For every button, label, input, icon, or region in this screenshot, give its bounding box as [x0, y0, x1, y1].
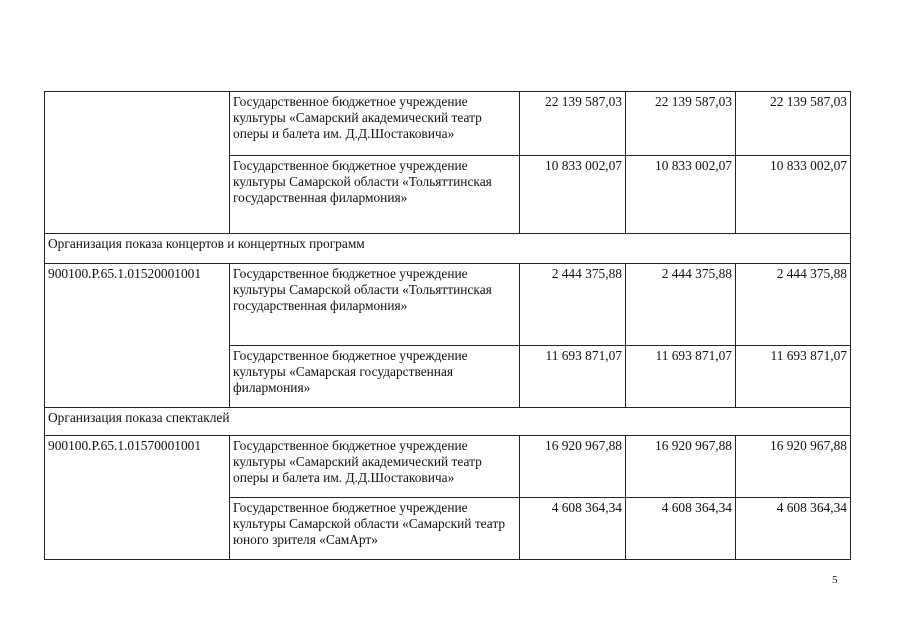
- amount-year-1: 2 444 375,88: [520, 264, 626, 346]
- amount-year-1: 16 920 967,88: [520, 436, 626, 498]
- table-row: [45, 264, 851, 346]
- section-title: Организация показа концертов и концертных программ: [45, 234, 851, 264]
- institution-name: Государственное бюджетное учреждение культуры Самарской области «Самарский театр юного зрителя «СамАрт»: [230, 498, 520, 560]
- amount-year-2: 16 920 967,88: [626, 436, 736, 498]
- amount-year-3: 4 608 364,34: [736, 498, 851, 560]
- page-number: 5: [832, 574, 838, 586]
- amount-year-2: 10 833 002,07: [626, 156, 736, 234]
- section-row: [45, 408, 851, 436]
- service-code-cell: 900100.Р.65.1.01520001001: [45, 264, 230, 408]
- table-row: [45, 436, 851, 498]
- amount-year-1: 10 833 002,07: [520, 156, 626, 234]
- amount-year-2: 22 139 587,03: [626, 92, 736, 156]
- service-code-cell: [45, 92, 230, 234]
- institution-name: Государственное бюджетное учреждение культуры «Самарский академический театр оперы и балета им. Д.Д.Шостаковича»: [230, 436, 520, 498]
- section-row: [45, 234, 851, 264]
- amount-year-2: 4 608 364,34: [626, 498, 736, 560]
- amount-year-1: 11 693 871,07: [520, 346, 626, 408]
- budget-table: [44, 91, 851, 560]
- amount-year-1: 22 139 587,03: [520, 92, 626, 156]
- institution-name: Государственное бюджетное учреждение культуры «Самарская государственная филармония»: [230, 346, 520, 408]
- amount-year-2: 11 693 871,07: [626, 346, 736, 408]
- table-row: [45, 92, 851, 156]
- institution-name: Государственное бюджетное учреждение культуры «Самарский академический театр оперы и балета им. Д.Д.Шостаковича»: [230, 92, 520, 156]
- amount-year-3: 10 833 002,07: [736, 156, 851, 234]
- institution-name: Государственное бюджетное учреждение культуры Самарской области «Тольяттинская государственная филармония»: [230, 156, 520, 234]
- institution-name: Государственное бюджетное учреждение культуры Самарской области «Тольяттинская государственная филармония»: [230, 264, 520, 346]
- amount-year-2: 2 444 375,88: [626, 264, 736, 346]
- amount-year-3: 22 139 587,03: [736, 92, 851, 156]
- section-title: Организация показа спектаклей: [45, 408, 851, 436]
- amount-year-3: 11 693 871,07: [736, 346, 851, 408]
- service-code-cell: 900100.Р.65.1.01570001001: [45, 436, 230, 560]
- amount-year-3: 2 444 375,88: [736, 264, 851, 346]
- amount-year-1: 4 608 364,34: [520, 498, 626, 560]
- amount-year-3: 16 920 967,88: [736, 436, 851, 498]
